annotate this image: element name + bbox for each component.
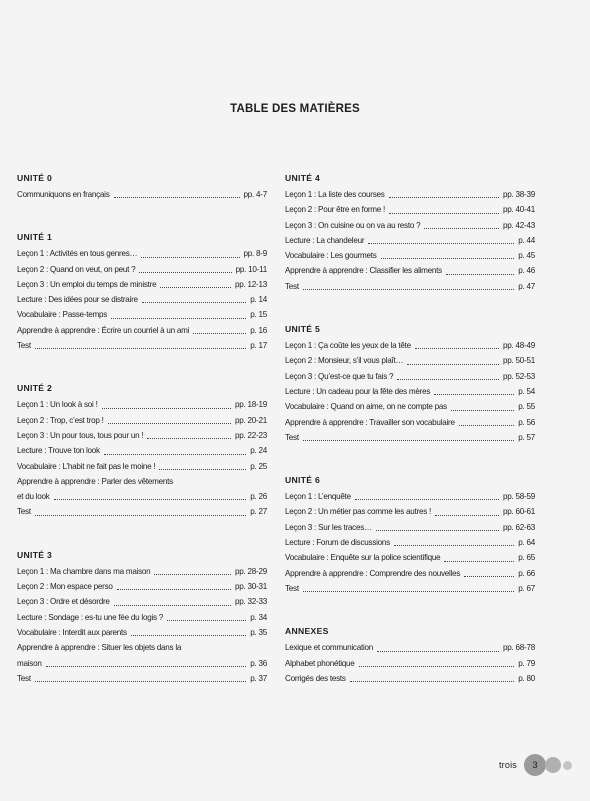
dot-leader bbox=[147, 438, 231, 439]
toc-entry[interactable] bbox=[285, 384, 535, 399]
toc-entry[interactable] bbox=[17, 579, 267, 594]
toc-entry-page: p. 45 bbox=[518, 251, 535, 261]
toc-entry[interactable] bbox=[285, 581, 535, 596]
toc-entry-label: Leçon 2 : Quand on veut, on peut ? bbox=[17, 264, 136, 274]
toc-entry-page: pp. 68-78 bbox=[503, 643, 535, 653]
dot-leader bbox=[167, 620, 246, 621]
toc-entry-page: p. 79 bbox=[518, 658, 535, 668]
toc-entry[interactable] bbox=[285, 550, 535, 565]
dot-leader bbox=[159, 469, 246, 470]
toc-entry-page: p. 44 bbox=[518, 235, 535, 245]
section-title: ANNEXES bbox=[285, 626, 329, 637]
dot-leader bbox=[35, 348, 246, 349]
toc-entry[interactable] bbox=[285, 263, 535, 278]
toc-entry-page: p. 46 bbox=[518, 266, 535, 276]
toc-entry[interactable] bbox=[285, 202, 535, 217]
section-title: UNITÉ 6 bbox=[285, 475, 321, 486]
toc-entry-page: p. 36 bbox=[250, 658, 267, 668]
toc-entry[interactable] bbox=[17, 564, 267, 579]
toc-entry[interactable] bbox=[17, 428, 267, 443]
toc-entry-page: p. 65 bbox=[518, 553, 535, 563]
dot-leader bbox=[424, 228, 499, 229]
toc-entry-page: pp. 50-51 bbox=[503, 356, 535, 366]
dot-leader bbox=[141, 257, 239, 258]
toc-entry-page: p. 47 bbox=[518, 281, 535, 291]
toc-entry-label: et du look bbox=[17, 492, 50, 502]
toc-entry-page: pp. 52-53 bbox=[503, 371, 535, 381]
toc-entry-label: Test bbox=[285, 583, 299, 593]
dot-leader bbox=[407, 364, 499, 365]
dot-leader bbox=[444, 561, 514, 562]
toc-entry-page: p. 56 bbox=[518, 417, 535, 427]
toc-entry-label: Apprendre à apprendre : Travailler son vocabulaire bbox=[285, 417, 455, 427]
toc-entry[interactable] bbox=[285, 248, 535, 263]
toc-entry[interactable] bbox=[17, 323, 267, 338]
toc-entry-label: Leçon 2 : Mon espace perso bbox=[17, 582, 113, 592]
toc-entry[interactable] bbox=[17, 504, 267, 519]
toc-entry-label-line1: Apprendre à apprendre : Parler des vêtements bbox=[17, 476, 173, 486]
toc-entry-page: pp. 12-13 bbox=[235, 279, 267, 289]
page-number-badge: 3 bbox=[524, 754, 546, 776]
toc-entry-label: Leçon 1 : Ça coûte les yeux de la tête bbox=[285, 341, 411, 351]
toc-entry[interactable] bbox=[285, 430, 535, 445]
toc-entry-label: Leçon 3 : On cuisine ou on va au resto ? bbox=[285, 220, 421, 230]
toc-entry[interactable] bbox=[17, 277, 267, 292]
dot-leader bbox=[381, 258, 515, 259]
dot-leader bbox=[389, 197, 499, 198]
dot-leader bbox=[415, 348, 499, 349]
toc-entry[interactable] bbox=[285, 489, 535, 504]
toc-entry-label: Leçon 3 : Sur les traces… bbox=[285, 522, 372, 532]
dot-leader bbox=[368, 243, 514, 244]
toc-entry[interactable] bbox=[285, 671, 535, 686]
toc-entry-label: Leçon 2 : Pour être en forme ! bbox=[285, 205, 386, 215]
toc-entry-label: Vocabulaire : Passe-temps bbox=[17, 310, 108, 320]
decorative-circle-small bbox=[563, 761, 572, 770]
toc-entry-page: pp. 60-61 bbox=[503, 507, 535, 517]
section-title: UNITÉ 1 bbox=[17, 232, 53, 243]
dot-leader bbox=[102, 408, 231, 409]
toc-entry[interactable] bbox=[285, 504, 535, 519]
toc-entry[interactable] bbox=[17, 489, 267, 504]
toc-entry-label: Leçon 1 : Ma chambre dans ma maison bbox=[17, 566, 151, 576]
toc-entry-page: pp. 48-49 bbox=[503, 341, 535, 351]
toc-entry-page: pp. 62-63 bbox=[503, 522, 535, 532]
toc-entry[interactable] bbox=[285, 233, 535, 248]
toc-entry[interactable] bbox=[285, 353, 535, 368]
toc-entry-page: p. 15 bbox=[250, 310, 267, 320]
toc-entry[interactable] bbox=[17, 246, 267, 261]
toc-entry-page: p. 55 bbox=[518, 402, 535, 412]
toc-entry-page: pp. 10-11 bbox=[235, 264, 267, 274]
toc-entry-label: Lecture : Des idées pour se distraire bbox=[17, 295, 138, 305]
toc-entry-label: Leçon 3 : Un emploi du temps de ministre bbox=[17, 279, 157, 289]
toc-entry[interactable] bbox=[17, 594, 267, 609]
toc-entry[interactable] bbox=[17, 413, 267, 428]
dot-leader bbox=[131, 635, 246, 636]
dot-leader bbox=[435, 515, 499, 516]
toc-entry-label: Test bbox=[285, 281, 299, 291]
toc-entry[interactable] bbox=[285, 338, 535, 353]
page-title: TABLE DES MATIÈRES bbox=[230, 103, 360, 115]
dot-leader bbox=[397, 379, 499, 380]
toc-entry-page: pp. 22-23 bbox=[235, 430, 267, 440]
page-word: trois bbox=[498, 760, 517, 770]
dot-leader bbox=[446, 274, 514, 275]
toc-entry[interactable] bbox=[17, 610, 267, 625]
dot-leader bbox=[117, 589, 231, 590]
toc-section bbox=[17, 231, 267, 353]
toc-entry-label: Lexique et communication bbox=[285, 643, 374, 653]
toc-entry-label: Leçon 3 : Ordre et désordre bbox=[17, 597, 110, 607]
dot-leader bbox=[114, 605, 231, 606]
toc-entry-label: Test bbox=[285, 432, 299, 442]
toc-entry-page: pp. 58-59 bbox=[503, 492, 535, 502]
dot-leader bbox=[389, 213, 499, 214]
toc-entry-label: Alphabet phonétique bbox=[285, 658, 355, 668]
toc-entry-page: p. 80 bbox=[518, 673, 535, 683]
section-title: UNITÉ 3 bbox=[17, 549, 53, 560]
dot-leader bbox=[394, 545, 514, 546]
toc-entry[interactable] bbox=[285, 399, 535, 414]
toc-entry-label: Leçon 1 : Activités en tous genres… bbox=[17, 249, 138, 259]
toc-entry-page: p. 24 bbox=[250, 446, 267, 456]
toc-entry-label: Leçon 3 : Qu’est-ce que tu fais ? bbox=[285, 371, 394, 381]
toc-entry-page: p. 14 bbox=[250, 295, 267, 305]
toc-entry-page: p. 17 bbox=[250, 341, 267, 351]
toc-entry-label: Vocabulaire : L’habit ne fait pas le moine ! bbox=[17, 461, 156, 471]
toc-entry-page: pp. 30-31 bbox=[235, 582, 267, 592]
toc-entry-page: p. 57 bbox=[518, 432, 535, 442]
toc-entry[interactable] bbox=[285, 640, 535, 655]
dot-leader bbox=[350, 681, 515, 682]
toc-entry-page: pp. 28-29 bbox=[235, 566, 267, 576]
toc-entry[interactable] bbox=[285, 415, 535, 430]
dot-leader bbox=[160, 287, 231, 288]
toc-entry-label: Leçon 1 : L’enquête bbox=[285, 492, 351, 502]
toc-entry[interactable] bbox=[17, 625, 267, 640]
toc-entry-page: p. 35 bbox=[250, 627, 267, 637]
toc-entry-page: pp. 40-41 bbox=[503, 205, 535, 215]
dot-leader bbox=[46, 666, 247, 667]
dot-leader bbox=[193, 333, 246, 334]
toc-entry[interactable] bbox=[17, 307, 267, 322]
dot-leader bbox=[303, 440, 514, 441]
dot-leader bbox=[104, 454, 246, 455]
toc-entry-page: pp. 20-21 bbox=[235, 415, 267, 425]
toc-entry-page: p. 26 bbox=[250, 492, 267, 502]
dot-leader bbox=[54, 499, 247, 500]
dot-leader bbox=[303, 289, 514, 290]
toc-entry[interactable] bbox=[17, 671, 267, 686]
toc-entry-label: Apprendre à apprendre : Comprendre des nouvelles bbox=[285, 568, 461, 578]
toc-entry-label: Corrigés des tests bbox=[285, 673, 346, 683]
dot-leader bbox=[376, 530, 499, 531]
toc-entry-label: Leçon 2 : Monsieur, s’il vous plaît… bbox=[285, 356, 404, 366]
toc-entry-page: p. 25 bbox=[250, 461, 267, 471]
toc-entry[interactable] bbox=[17, 187, 267, 202]
dot-leader bbox=[114, 197, 240, 198]
toc-entry[interactable] bbox=[285, 520, 535, 535]
toc-entry-label: Leçon 2 : Un métier pas comme les autres ! bbox=[285, 507, 432, 517]
toc-section bbox=[17, 382, 267, 519]
toc-entry-page: p. 16 bbox=[250, 325, 267, 335]
toc-entry-page: pp. 38-39 bbox=[503, 190, 535, 199]
toc-entry[interactable] bbox=[285, 566, 535, 581]
toc-entry-page: p. 34 bbox=[250, 612, 267, 622]
toc-entry-page: p. 37 bbox=[250, 673, 267, 683]
toc-entry-label: maison bbox=[17, 658, 42, 668]
dot-leader bbox=[459, 425, 515, 426]
toc-section bbox=[17, 172, 267, 202]
toc-entry-label: Vocabulaire : Les gourmets bbox=[285, 251, 377, 261]
toc-entry[interactable] bbox=[17, 443, 267, 458]
toc-entry-label: Leçon 3 : Un pour tous, tous pour un ! bbox=[17, 430, 144, 440]
toc-entry-label: Communiquons en français bbox=[17, 190, 110, 199]
dot-leader bbox=[111, 318, 246, 319]
toc-entry-page: p. 54 bbox=[518, 386, 535, 396]
dot-leader bbox=[464, 576, 514, 577]
toc-entry-page: pp. 32-33 bbox=[235, 597, 267, 607]
toc-entry-label: Vocabulaire : Enquête sur la police scientifique bbox=[285, 553, 441, 563]
toc-entry-label: Apprendre à apprendre : Classifier les aliments bbox=[285, 266, 442, 276]
toc-entry-label: Leçon 1 : La liste des courses bbox=[285, 190, 385, 199]
dot-leader bbox=[434, 394, 514, 395]
dot-leader bbox=[303, 591, 514, 592]
toc-section bbox=[285, 172, 535, 294]
toc-entry[interactable] bbox=[285, 369, 535, 384]
dot-leader bbox=[451, 410, 514, 411]
toc-entry-label: Test bbox=[17, 341, 31, 351]
toc-section bbox=[285, 323, 535, 445]
dot-leader bbox=[377, 651, 499, 652]
dot-leader bbox=[142, 302, 246, 303]
toc-entry-label-line1: Apprendre à apprendre : Situer les objets dans la bbox=[17, 643, 182, 653]
toc-entry[interactable] bbox=[17, 292, 267, 307]
toc-entry[interactable] bbox=[285, 187, 535, 202]
toc-entry-page: pp. 42-43 bbox=[503, 220, 535, 230]
toc-entry-page: pp. 8-9 bbox=[243, 249, 267, 259]
toc-entry-label: Test bbox=[17, 507, 31, 517]
toc-entry-page: pp. 4-7 bbox=[243, 190, 267, 199]
toc-entry-page: p. 27 bbox=[250, 507, 267, 517]
toc-entry-label: Lecture : Forum de discussions bbox=[285, 538, 390, 548]
dot-leader bbox=[359, 666, 515, 667]
toc-right-column bbox=[285, 172, 535, 715]
toc-entry[interactable] bbox=[17, 338, 267, 353]
toc-entry-label: Vocabulaire : Quand on aime, on ne compte pas bbox=[285, 402, 447, 412]
toc-entry-label: Vocabulaire : Interdit aux parents bbox=[17, 627, 127, 637]
dot-leader bbox=[35, 681, 246, 682]
toc-entry-label: Leçon 1 : Un look à soi ! bbox=[17, 400, 98, 410]
toc-entry-label: Leçon 2 : Trop, c’est trop ! bbox=[17, 415, 104, 425]
dot-leader bbox=[154, 574, 231, 575]
toc-entry-label: Lecture : Un cadeau pour la fête des mères bbox=[285, 386, 431, 396]
decorative-circle bbox=[545, 757, 561, 773]
dot-leader bbox=[35, 515, 246, 516]
dot-leader bbox=[108, 423, 231, 424]
toc-entry[interactable] bbox=[285, 218, 535, 233]
toc-entry[interactable] bbox=[285, 535, 535, 550]
section-title: UNITÉ 0 bbox=[17, 173, 53, 183]
toc-entry[interactable] bbox=[285, 656, 535, 671]
section-title: UNITÉ 5 bbox=[285, 324, 321, 335]
toc-entry-label: Lecture : Trouve ton look bbox=[17, 446, 100, 456]
toc-entry[interactable] bbox=[17, 459, 267, 474]
toc-entry[interactable] bbox=[17, 397, 267, 412]
toc-entry-page: p. 66 bbox=[518, 568, 535, 578]
toc-entry[interactable] bbox=[285, 279, 535, 294]
toc-left-column bbox=[17, 172, 267, 715]
toc-entry[interactable] bbox=[17, 656, 267, 671]
toc-entry-page: p. 64 bbox=[518, 538, 535, 548]
toc-entry-label: Test bbox=[17, 673, 31, 683]
dot-leader bbox=[355, 499, 499, 500]
toc-entry-label: Apprendre à apprendre : Écrire un courriel à un ami bbox=[17, 325, 190, 335]
toc-section bbox=[285, 625, 535, 686]
page-footer bbox=[499, 754, 572, 776]
toc-entry-page: p. 67 bbox=[518, 583, 535, 593]
toc-entry-label: Lecture : Sondage : es-tu une fée du logis ? bbox=[17, 612, 164, 622]
dot-leader bbox=[139, 272, 231, 273]
section-title: UNITÉ 2 bbox=[17, 383, 53, 394]
toc-entry-page: pp. 18-19 bbox=[235, 400, 267, 410]
toc-entry-label: Lecture : La chandeleur bbox=[285, 235, 365, 245]
section-title: UNITÉ 4 bbox=[285, 173, 321, 183]
toc-entry[interactable] bbox=[17, 262, 267, 277]
toc-section bbox=[17, 549, 267, 686]
toc-section bbox=[285, 474, 535, 596]
